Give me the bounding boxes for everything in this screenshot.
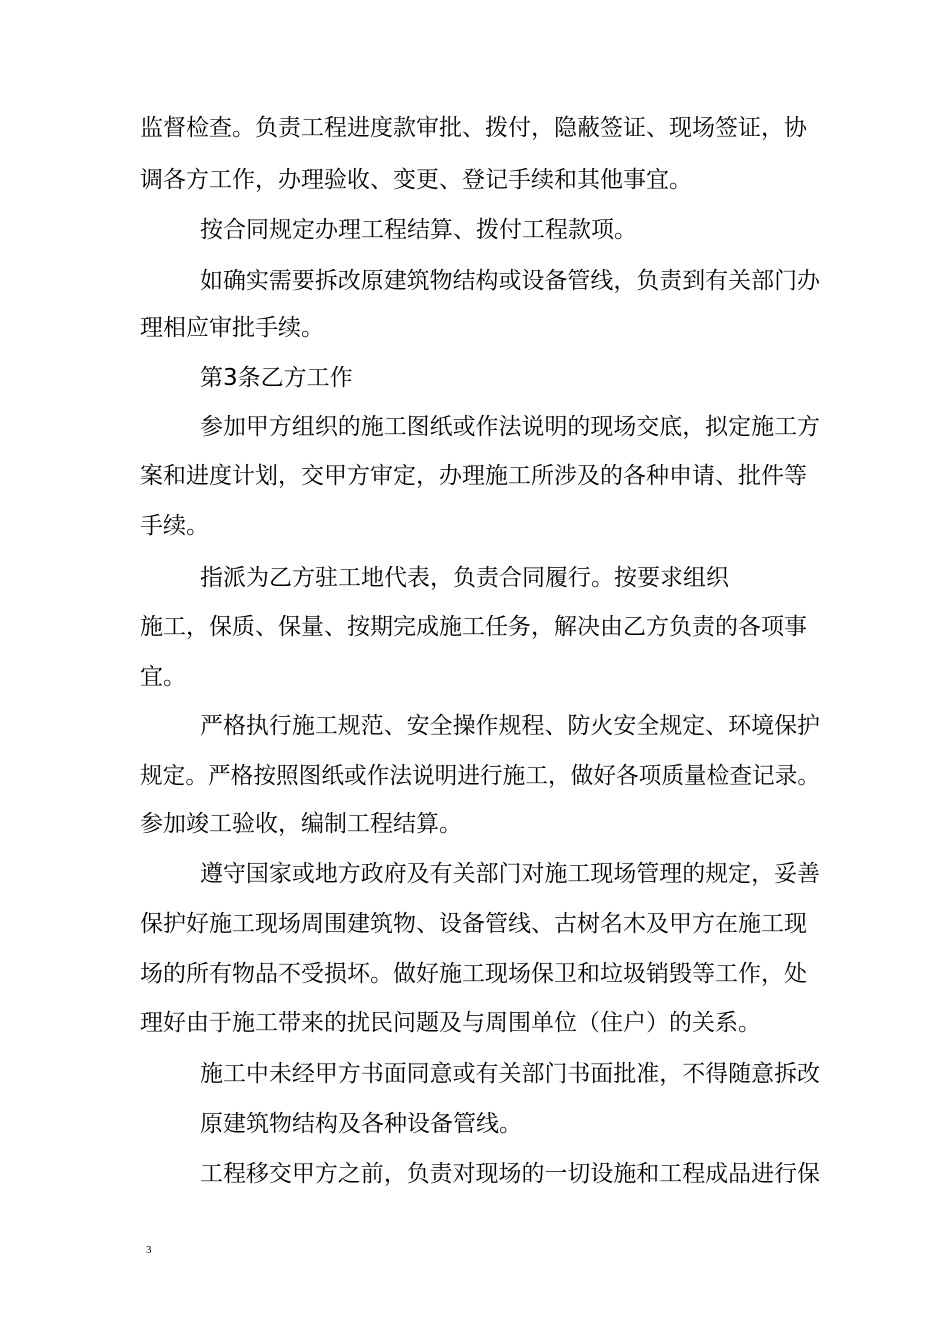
text-line: 指派为乙方驻工地代表，负责合同履行。按要求组织 [200,565,729,591]
page-number: 3 [146,1244,152,1256]
text-line: 参加竣工验收，编制工程结算。 [140,811,462,837]
text-line: 手续。 [140,513,209,539]
text-line: 原建筑物结构及各种设备管线。 [200,1111,522,1137]
text-line: 场的所有物品不受损坏。做好施工现场保卫和垃圾销毁等工作，处 [140,961,807,987]
text-line: 施工中未经甲方书面同意或有关部门书面批准，不得随意拆改 [200,1061,820,1087]
text-line: 保护好施工现场周围建筑物、设备管线、古树名木及甲方在施工现 [140,911,807,937]
text-line: 案和进度计划，交甲方审定，办理施工所涉及的各种申请、批件等 [140,463,807,489]
section-heading: 第3条乙方工作 [200,365,353,391]
text-line: 宜。 [140,664,186,690]
text-line: 如确实需要拆改原建筑物结构或设备管线，负责到有关部门办 [200,268,820,294]
text-line: 工程移交甲方之前，负责对现场的一切设施和工程成品进行保 [200,1161,820,1187]
text-line: 按合同规定办理工程结算、拨付工程款项。 [200,217,637,243]
text-line: 遵守国家或地方政府及有关部门对施工现场管理的规定，妥善 [200,861,820,887]
text-line: 理相应审批手续。 [140,315,324,341]
text-line: 理好由于施工带来的扰民问题及与周围单位（住户）的关系。 [140,1010,761,1036]
text-line: 严格执行施工规范、安全操作规程、防火安全规定、环境保护 [200,713,820,739]
text-line: 规定。严格按照图纸或作法说明进行施工，做好各项质量检查记录。 [140,763,820,789]
text-line: 监督检查。负责工程进度款审批、拨付，隐蔽签证、现场签证，协 [140,115,807,141]
text-line: 施工，保质、保量、按期完成施工任务，解决由乙方负责的各项事 [140,614,807,640]
text-line: 参加甲方组织的施工图纸或作法说明的现场交底，拟定施工方 [200,414,820,440]
text-line: 调各方工作，办理验收、变更、登记手续和其他事宜。 [140,167,692,193]
